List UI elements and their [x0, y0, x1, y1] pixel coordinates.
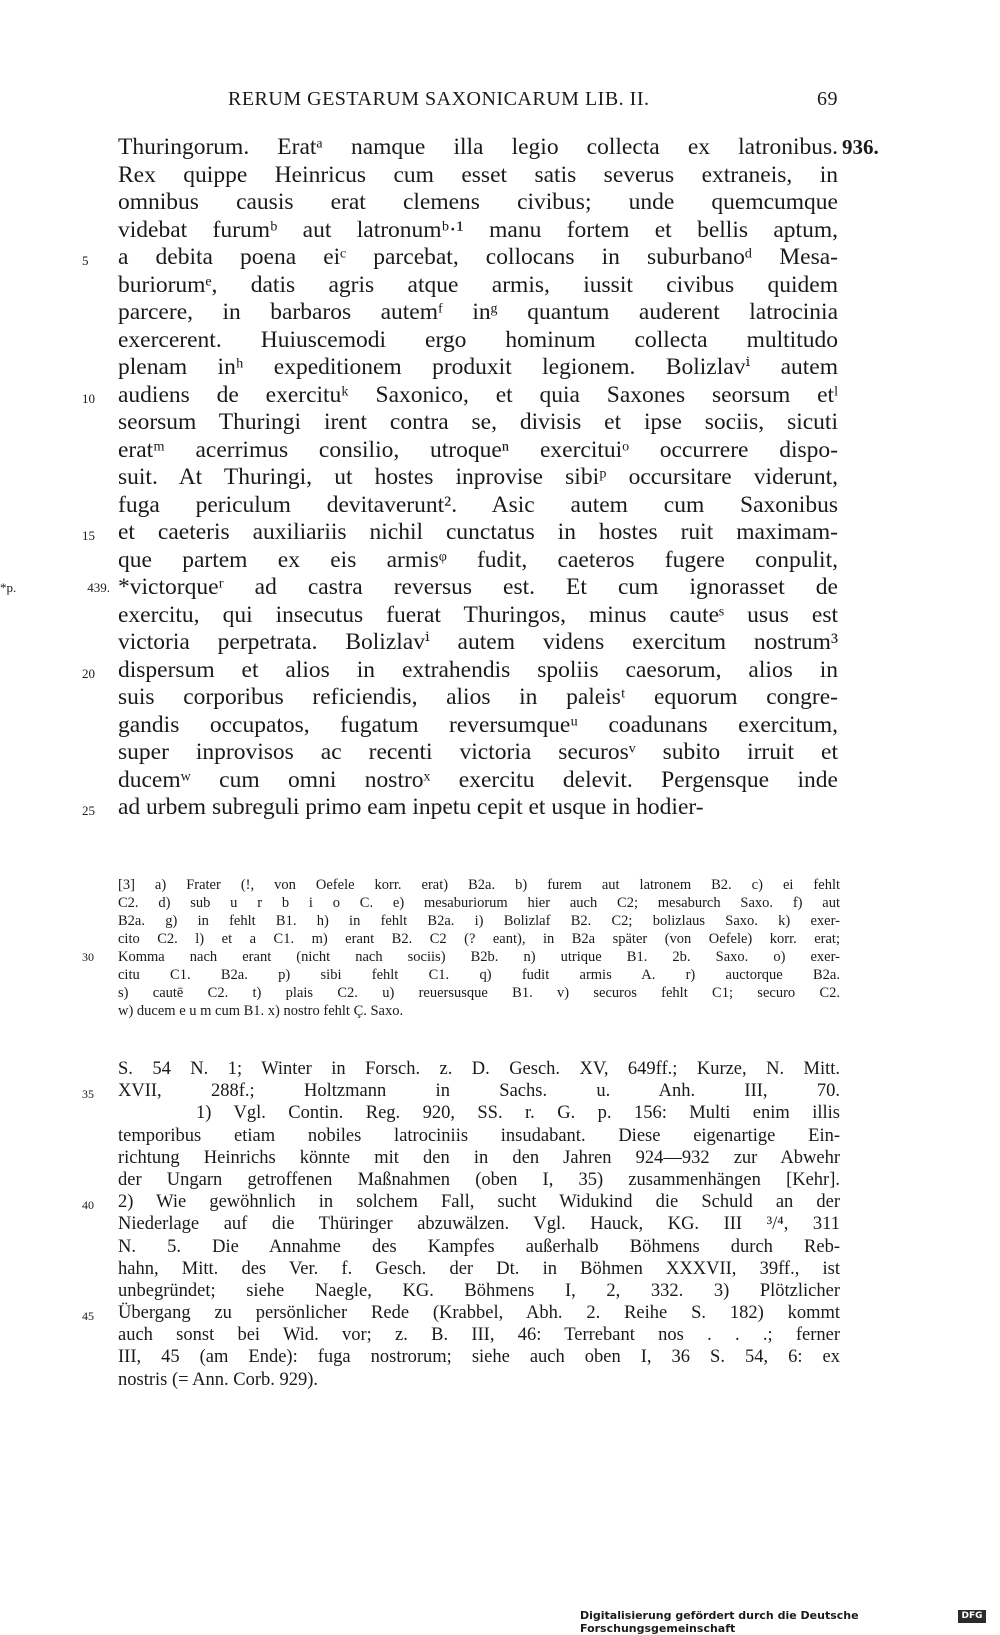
commentary-line-text: XVII, 288f.; Holtzmann in Sachs. u. Anh. III, 70.: [118, 1081, 840, 1102]
apparatus-line: [118, 894, 840, 912]
text-line-text: parcere, in barbaros autemᶠ inᵍ quantum auderent latrocinia: [118, 299, 838, 325]
commentary-line: [118, 1324, 840, 1346]
line-number: 25: [82, 803, 95, 818]
text-line: [118, 162, 838, 190]
text-line: [118, 492, 838, 520]
text-line-text: *victorqueʳ ad castra reversus est. Et cum ignorasset de: [118, 574, 838, 600]
text-line: [118, 327, 838, 355]
year-margin: 936.: [842, 135, 879, 159]
text-line-text: seorsum Thuringi irent contra se, divisis et ipse sociis, sicuti: [118, 409, 838, 435]
text-line-text: audiens de exercituᵏ Saxonico, et quia Saxones seorsum etˡ: [118, 381, 838, 408]
apparatus-line: [118, 984, 840, 1002]
commentary-line: [82, 1080, 840, 1102]
line-number: 5: [82, 253, 89, 268]
text-line: [118, 299, 838, 327]
text-line-text: Rex quippe Heinricus cum esset satis severus extraneis, in: [118, 161, 838, 188]
text-line-text: buriorumᵉ, datis agris atque armis, iussit civibus quidem: [118, 271, 838, 298]
text-line-text: suit. At Thuringi, ut hostes inprovise sibiᵖ occursitare viderunt,: [118, 464, 838, 490]
line-number: 20: [82, 665, 95, 681]
apparatus-line-text: citu C1. B2a. p) sibi fehlt C1. q) fudit armis A. r) auctorque B2a.: [118, 967, 840, 983]
footer: [580, 1609, 990, 1635]
apparatus-line-text: cito C2. l) et a C1. m) erant B2. C2 (? eant), in B2a später (von Oefele) korr. erat;: [118, 931, 840, 947]
text-line: [118, 217, 838, 245]
commentary-line: [118, 1058, 840, 1080]
commentary-line: [118, 1369, 840, 1391]
text-line: [82, 244, 838, 272]
commentary-line-text: S. 54 N. 1; Winter in Forsch. z. D. Gesch. XV, 649ff.; Kurze, N. Mitt.: [118, 1059, 840, 1079]
text-line: [118, 767, 838, 795]
critical-apparatus: [82, 876, 840, 1020]
text-line-text: eratᵐ acerrimus consilio, utroqueⁿ exercituiᵒ occurrere dispo-: [118, 436, 838, 463]
text-line-text: omnibus causis erat clemens civibus; unde quemcumque: [118, 189, 838, 215]
apparatus-line: [82, 948, 840, 966]
commentary-notes: [82, 1058, 840, 1391]
commentary-line: [118, 1236, 840, 1258]
apparatus-line-text: s) cautē C2. t) plais C2. u) reuersusque B1. v) securos fehlt C1; securo C2.: [118, 985, 840, 1001]
commentary-line-text: 1) Vgl. Contin. Reg. 920, SS. r. G. p. 156: Multi enim illis: [196, 1103, 840, 1124]
text-line: [118, 189, 838, 217]
apparatus-line-text: C2. d) sub u r b i o C. e) mesaburiorum hier auch C2; mesaburch Saxo. f) aut: [118, 895, 840, 911]
text-line-text: que partem ex eis armisᵠ fudit, caeteros fugere conpulit,: [118, 546, 838, 573]
commentary-line: [118, 1125, 840, 1147]
page-number: 69: [817, 88, 838, 110]
text-line-text: victoria perpetrata. Bolizlavⁱ autem videns exercitum nostrum³: [118, 629, 838, 655]
commentary-line-text: temporibus etiam nobiles latrociniis insudabant. Diese eigenartige Ein-: [118, 1125, 840, 1146]
text-line: [118, 684, 838, 712]
text-line-text: ad urbem subreguli primo eam inpetu cepit et usque in hodier-: [118, 794, 704, 820]
commentary-line-text: N. 5. Die Annahme des Kampfes außerhalb Böhmens durch Reb-: [118, 1236, 840, 1257]
text-line: [118, 134, 879, 162]
commentary-line-text: III, 45 (am Ende): fuga nostrorum; siehe auch oben I, 36 S. 54, 6: ex: [118, 1347, 840, 1368]
text-line-text: videbat furumᵇ aut latronumᵇ·¹ manu fortem et bellis aptum,: [118, 216, 838, 243]
text-line-text: et caeteris auxiliariis nichil cunctatus in hostes ruit maximam-: [118, 519, 838, 545]
commentary-line: [118, 1169, 840, 1191]
text-line-text: gandis occupatos, fugatum reversumqueᵘ coadunans exercitum,: [118, 711, 838, 738]
commentary-line: [82, 1191, 840, 1213]
text-line-text: exercitu, qui insecutus fuerat Thuringos, minus cauteˢ usus est: [118, 601, 838, 628]
line-number: 30: [82, 950, 94, 964]
commentary-line: [118, 1346, 840, 1368]
text-line-text: fuga periculum devitaverunt². Asic autem cum Saxonibus: [118, 491, 838, 518]
page-marker: *p. 439.: [0, 580, 110, 595]
text-line-text: ducemʷ cum omni nostroˣ exercitu delevit. Pergensque inde: [118, 766, 838, 793]
text-line-text: dispersum et alios in extrahendis spoliis caesorum, alios in: [118, 656, 838, 683]
text-line: [118, 354, 838, 382]
text-line: [118, 437, 838, 465]
commentary-line-text: Übergang zu persönlicher Rede (Krabbel, Abh. 2. Reihe S. 182) kommt: [118, 1303, 840, 1324]
apparatus-line: [118, 876, 840, 894]
running-title: RERUM GESTARUM SAXONICARUM LIB. II.: [228, 88, 650, 110]
apparatus-line-text: B2a. g) in fehlt B1. h) in fehlt B2a. i) Bolizlaf B2. C2; bolizlaus Saxo. k) exer-: [118, 913, 840, 929]
page-header: [228, 88, 838, 118]
footer-credit: Digitalisierung gefördert durch die Deutsche Forschungsgemeinschaft: [580, 1609, 859, 1635]
text-line: [118, 409, 838, 437]
commentary-line: [118, 1280, 840, 1302]
text-line: [82, 656, 838, 685]
apparatus-line-text: [3] a) Frater (!, von Oefele korr. erat) B2a. b) furem aut latronem B2. c) ei fehlt: [118, 877, 840, 893]
apparatus-line-text: Komma nach erant (nicht nach sociis) B2b. n) utrique B1. 2b. Saxo. o) exer-: [118, 949, 840, 965]
main-text: [0, 134, 879, 822]
commentary-line-text: Niederlage auf die Thüringer abzuwälzen. Vgl. Hauck, KG. III ³/⁴, 311: [118, 1214, 840, 1235]
text-line-text: Thuringorum. Eratᵃ namque illa legio collecta ex latronibus.: [118, 134, 838, 160]
commentary-line: [118, 1102, 840, 1124]
text-line: [118, 739, 838, 767]
apparatus-line-text: w) ducem e u m cum B1. x) nostro fehlt Ç. Saxo.: [118, 1003, 404, 1019]
commentary-line-text: der Ungarn getroffenen Maßnahmen (oben I, 35) zusammenhängen [Kehr].: [118, 1169, 840, 1190]
text-line: [118, 602, 838, 630]
apparatus-line: [118, 966, 840, 984]
text-line-text: plenam inʰ expeditionem produxit legionem. Bolizlavⁱ autem: [118, 354, 838, 380]
commentary-line: [118, 1213, 840, 1235]
commentary-line-text: 2) Wie gewöhnlich in solchem Fall, sucht Widukind die Schuld an der: [118, 1192, 840, 1213]
apparatus-line: [118, 1002, 840, 1020]
text-line: [118, 272, 838, 300]
commentary-line: [118, 1147, 840, 1169]
commentary-line: [82, 1302, 840, 1324]
line-number: 35: [82, 1087, 94, 1102]
line-number: 40: [82, 1198, 94, 1213]
commentary-line: [118, 1258, 840, 1280]
line-number: 10: [82, 390, 95, 406]
text-line: [118, 629, 838, 657]
apparatus-line: [118, 912, 840, 930]
apparatus-line: [118, 930, 840, 948]
commentary-line-text: unbegründet; siehe Naegle, KG. Böhmens I, 2, 332. 3) Plötzlicher: [118, 1280, 840, 1301]
commentary-line-text: nostris (= Ann. Corb. 929).: [118, 1369, 319, 1390]
text-line: [0, 574, 838, 602]
dfg-logo: DFG: [958, 1610, 986, 1623]
text-line-text: suis corporibus reficiendis, alios in paleisᵗ equorum congre-: [118, 684, 838, 710]
commentary-line-text: richtung Heinrichs könnte mit den in den Jahren 924—932 zur Abwehr: [118, 1147, 840, 1168]
text-line: [82, 381, 838, 410]
line-number: 15: [82, 528, 95, 543]
commentary-line-text: hahn, Mitt. des Ver. f. Gesch. der Dt. in Böhmen XXXVII, 39ff., ist: [118, 1258, 840, 1279]
line-number: 45: [82, 1309, 94, 1324]
text-line-text: a debita poena eiᶜ parcebat, collocans in suburbanoᵈ Mesa-: [118, 244, 838, 270]
commentary-line-text: auch sonst bei Wid. vor; z. B. III, 46: Terrebant nos . . .; ferner: [118, 1325, 840, 1346]
text-line: [118, 712, 838, 740]
text-line: [118, 547, 838, 575]
text-line-text: exercerent. Huiuscemodi ergo hominum collecta multitudo: [118, 326, 838, 353]
text-line-text: super inprovisos ac recenti victoria securosᵛ subito irruit et: [118, 739, 838, 765]
text-line: [118, 464, 838, 492]
text-line: [82, 519, 838, 547]
text-line: [82, 794, 838, 822]
